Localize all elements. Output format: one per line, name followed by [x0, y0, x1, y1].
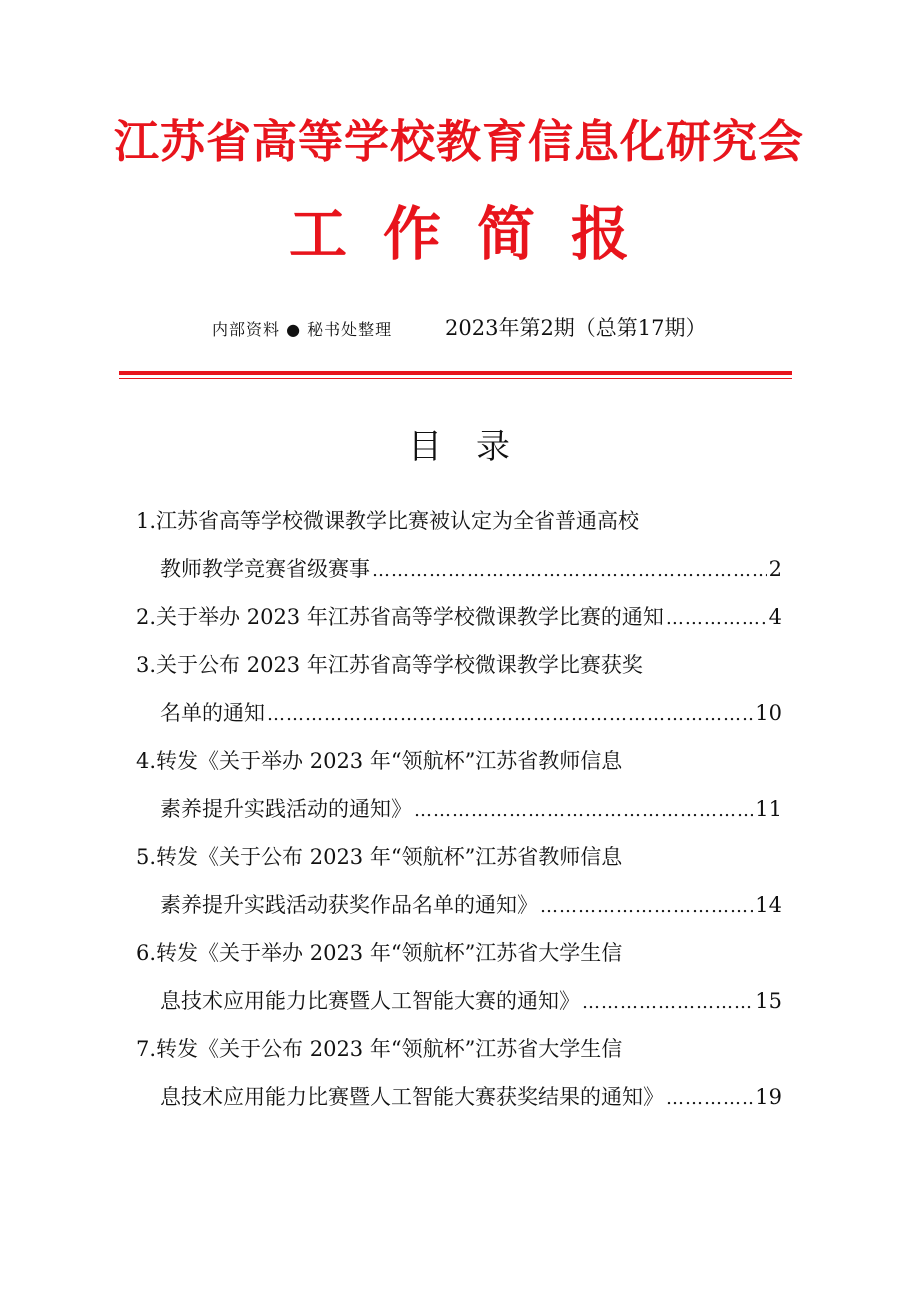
toc-item-title-line2: 素养提升实践活动的通知》 — [160, 797, 412, 821]
toc-page-number: 2 — [768, 557, 782, 581]
toc-page-number: 10 — [755, 701, 782, 725]
toc-page-number: 4 — [768, 605, 782, 629]
toc-item-7[interactable] — [136, 1025, 782, 1121]
toc-item-number: 6. — [136, 941, 157, 965]
toc-leader — [582, 979, 753, 1027]
toc-page-number: 11 — [755, 797, 782, 821]
toc-item-number: 2. — [136, 605, 157, 629]
toc-item-2[interactable] — [136, 593, 782, 641]
toc-item-number: 7. — [136, 1037, 157, 1061]
toc-item-4[interactable] — [136, 737, 782, 833]
internal-note: 内部资料 ● 秘书处整理 — [212, 320, 393, 339]
toc-leader — [372, 547, 767, 595]
issue-number: 2023年第2期（总第17期） — [445, 316, 707, 340]
toc-item-title-line1: 转发《关于举办 2023 年“领航杯”江苏省教师信息 — [156, 749, 623, 773]
toc-item-number: 1. — [136, 509, 157, 533]
bulletin-title: 工作简报 — [288, 200, 665, 268]
toc-heading: 目录 — [408, 427, 544, 467]
toc-item-title-line1: 转发《关于公布 2023 年“领航杯”江苏省教师信息 — [156, 845, 623, 869]
toc-leader — [267, 691, 753, 739]
toc-item-title-line1: 关于公布 2023 年江苏省高等学校微课教学比赛获奖 — [156, 653, 643, 677]
toc-item-3[interactable] — [136, 641, 782, 737]
toc-item-1[interactable] — [136, 497, 782, 593]
toc-item-number: 3. — [136, 653, 157, 677]
toc-item-title-line2: 名单的通知 — [160, 701, 265, 725]
toc-item-number: 5. — [136, 845, 157, 869]
toc-item-title-line2: 教师教学竞赛省级赛事 — [160, 557, 370, 581]
toc-item-title-line1: 江苏省高等学校微课教学比赛被认定为全省普通高校 — [156, 509, 640, 533]
toc-leader — [414, 787, 753, 835]
organization-title: 江苏省高等学校教育信息化研究会 — [113, 115, 804, 168]
toc-leader — [540, 883, 753, 931]
issue-meta — [212, 312, 772, 342]
toc-item-title-line2: 息技术应用能力比赛暨人工智能大赛获奖结果的通知》 — [160, 1085, 664, 1109]
toc-item-5[interactable] — [136, 833, 782, 929]
toc-item-number: 4. — [136, 749, 157, 773]
red-divider-thick — [119, 371, 792, 375]
toc-item-title-line2: 素养提升实践活动获奖作品名单的通知》 — [160, 893, 538, 917]
toc-item-title-line1: 关于举办 2023 年江苏省高等学校微课教学比赛的通知 — [156, 605, 664, 629]
toc-page-number: 19 — [755, 1085, 782, 1109]
toc-page-number: 14 — [755, 893, 782, 917]
red-divider-thin — [119, 378, 792, 379]
toc-page-number: 15 — [755, 989, 782, 1013]
toc-item-title-line1: 转发《关于公布 2023 年“领航杯”江苏省大学生信 — [156, 1037, 623, 1061]
toc-leader — [666, 595, 767, 643]
toc-item-6[interactable] — [136, 929, 782, 1025]
table-of-contents — [136, 497, 782, 1121]
toc-leader — [666, 1075, 753, 1123]
toc-item-title-line1: 转发《关于举办 2023 年“领航杯”江苏省大学生信 — [156, 941, 623, 965]
toc-item-title-line2: 息技术应用能力比赛暨人工智能大赛的通知》 — [160, 989, 580, 1013]
